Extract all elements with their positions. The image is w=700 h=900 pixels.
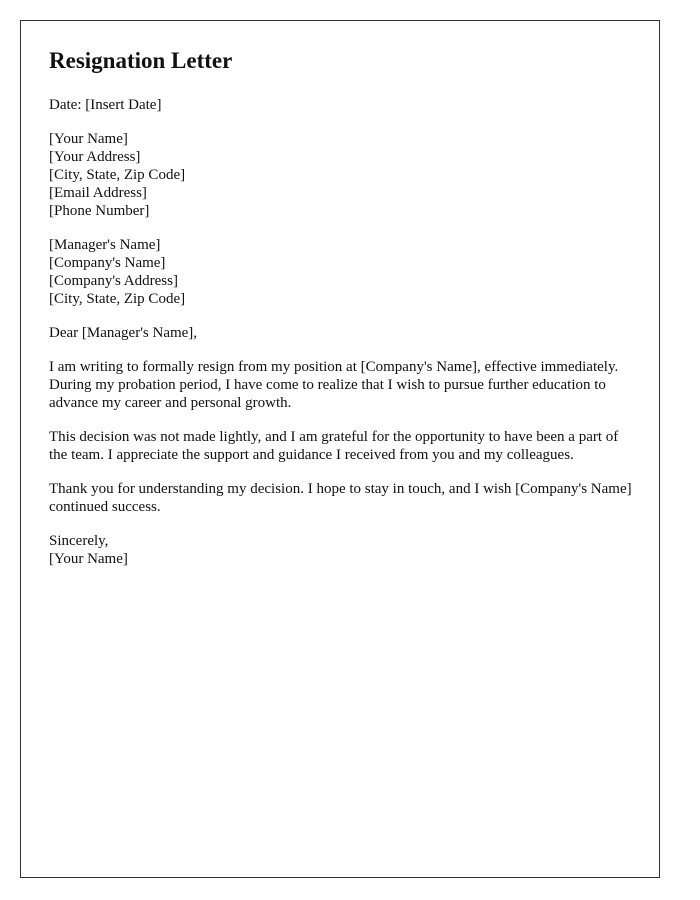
recipient-company-name: [Company's Name] xyxy=(49,255,166,271)
closing-block xyxy=(49,532,639,568)
salutation: Dear [Manager's Name], xyxy=(49,325,198,341)
sender-address: [Your Address] xyxy=(49,149,141,165)
letter-page xyxy=(20,20,660,878)
body-paragraph-2: This decision was not made lightly, and I am grateful for the opportunity to have been a part of the team. I appreciate the support and guidance I received from you and my colleagues. xyxy=(49,429,619,463)
recipient-address-block xyxy=(49,236,639,308)
recipient-manager-name: [Manager's Name] xyxy=(49,237,161,253)
sender-phone: [Phone Number] xyxy=(49,203,150,219)
recipient-company-address: [Company's Address] xyxy=(49,273,178,289)
sender-name: [Your Name] xyxy=(49,131,128,147)
letter-date: Date: [Insert Date] xyxy=(49,97,162,113)
letter-title: Resignation Letter xyxy=(49,48,233,73)
recipient-city-state-zip: [City, State, Zip Code] xyxy=(49,291,186,307)
closing: Sincerely, xyxy=(49,533,109,549)
body-paragraph-1: I am writing to formally resign from my position at [Company's Name], effective immediately. During my probation period, I have come to realize that I wish to pursue further education to advance my career and personal growth. xyxy=(49,359,619,411)
letter-content xyxy=(49,47,639,584)
signature-name: [Your Name] xyxy=(49,551,128,567)
sender-city-state-zip: [City, State, Zip Code] xyxy=(49,167,186,183)
sender-address-block xyxy=(49,130,639,220)
sender-email: [Email Address] xyxy=(49,185,147,201)
body-paragraph-3: Thank you for understanding my decision. I hope to stay in touch, and I wish [Company's Name] continued success. xyxy=(49,481,632,515)
